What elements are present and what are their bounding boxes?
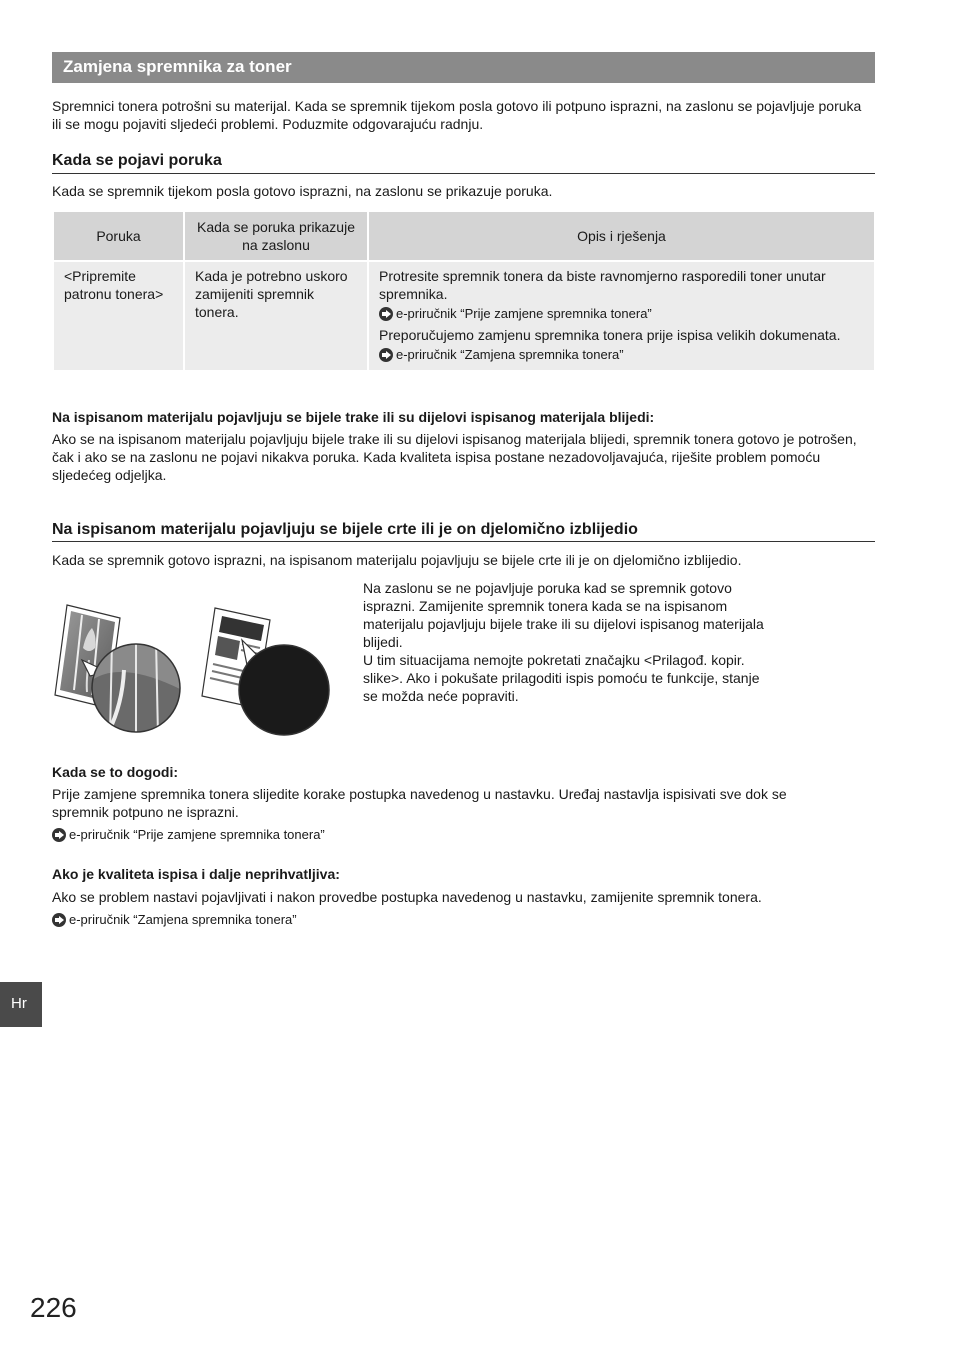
arrow-circle-icon — [379, 348, 393, 362]
section-title-bar — [52, 52, 875, 83]
language-tab-label: Hr — [11, 995, 27, 1012]
sub2-text: Kada se spremnik gotovo isprazni, na ispisanom materijalu pojavljuju se bijele crte ili je on djelomično izblijedio. — [52, 552, 742, 568]
manual-reference-text: e-priručnik “Prije zamjene spremnika tonera” — [69, 827, 325, 842]
arrow-circle-icon — [52, 828, 66, 842]
manual-reference — [52, 911, 297, 929]
manual-reference — [379, 346, 864, 364]
description-2: Preporučujemo zamjenu spremnika tonera prije ispisa velikih dokumenata. — [379, 327, 841, 343]
sub2-rule — [52, 541, 875, 542]
when-happens-heading: Kada se to dogodi: — [52, 764, 178, 780]
still-bad-heading: Ako je kvaliteta ispisa i dalje neprihvatljiva: — [52, 866, 340, 882]
table-cell-message: <Pripremite patronu tonera> — [54, 262, 183, 370]
arrow-circle-icon — [379, 307, 393, 321]
sub1-text: Kada se spremnik tijekom posla gotovo isprazni, na zaslonu se prikazuje poruka. — [52, 183, 553, 199]
message-table — [52, 212, 876, 370]
sub2-heading: Na ispisanom materijalu pojavljuju se bijele crte ili je on djelomično izblijedio — [52, 521, 638, 538]
when-happens-text: Prije zamjene spremnika tonera slijedite korake postupka navedenog u nastavku. Uređaj nastavlja ispisivati sve dok se spremnik potpuno ne isprazni. — [52, 786, 787, 820]
note1-heading: Na ispisanom materijalu pojavljuju se bijele trake ili su dijelovi ispisanog materijala blijedi: — [52, 409, 655, 425]
page-number: 226 — [30, 1292, 77, 1323]
description-1: Protresite spremnik tonera da biste ravnomjerno rasporedili toner unutar spremnika. — [379, 268, 826, 302]
sub1-heading: Kada se pojavi poruka — [52, 152, 222, 169]
table-header: Opis i rješenja — [369, 212, 874, 260]
intro-text: Spremnici tonera potrošni su materijal. Kada se spremnik tijekom posla gotovo ili potpuno isprazni, na zaslonu se pojavljuje poruka ili se mogu pojaviti sljedeći problemi. Poduzmite odgovarajuću radnju. — [52, 98, 862, 132]
sub1-rule — [52, 173, 875, 174]
table-row — [54, 262, 874, 370]
table-header: Poruka — [54, 212, 183, 260]
table-header-row — [54, 212, 874, 260]
table-cell-when: Kada je potrebno uskoro zamijeniti spremnik tonera. — [185, 262, 367, 370]
manual-reference — [379, 305, 864, 323]
manual-reference-text: e-priručnik “Zamjena spremnika tonera” — [69, 912, 297, 927]
manual-reference-text: e-priručnik “Zamjena spremnika tonera” — [396, 347, 624, 362]
section-title: Zamjena spremnika za toner — [63, 57, 292, 76]
table-cell-description — [369, 262, 874, 370]
manual-reference-text: e-priručnik “Prije zamjene spremnika tonera” — [396, 306, 652, 321]
note1-text: Ako se na ispisanom materijalu pojavljuju bijele trake ili su dijelovi ispisanog materijala blijedi, spremnik tonera gotovo je potrošen, čak i ako se na zaslonu ne pojavi nikakva poruka. Kada kvaliteta ispisa postane nezadovoljavajuća, riješite problem pomoću sljedećeg odjeljka. — [52, 431, 857, 483]
faded-print-illustration — [52, 600, 342, 740]
still-bad-text: Ako se problem nastavi pojavljivati i nakon provedbe postupka navedenog u nastavku, zamijenite spremnik tonera. — [52, 889, 762, 905]
sub2-side-text: Na zaslonu se ne pojavljuje poruka kad se spremnik gotovo isprazni. Zamijenite spremnik tonera kada se na ispisanom materijalu pojavljuju bijele trake ili su dijelovi ispisanog materijala blijedi. U tim situacijama nemojte pokretati značajku <Prilagođ. kopir. slike>. Ako i pokušate prilagoditi ispis pomoću te funkcije, stanje se možda neće popraviti. — [363, 580, 764, 704]
table-header: Kada se poruka prikazuje na zaslonu — [185, 212, 367, 260]
arrow-circle-icon — [52, 913, 66, 927]
manual-reference — [52, 826, 325, 844]
language-tab — [0, 982, 42, 1027]
